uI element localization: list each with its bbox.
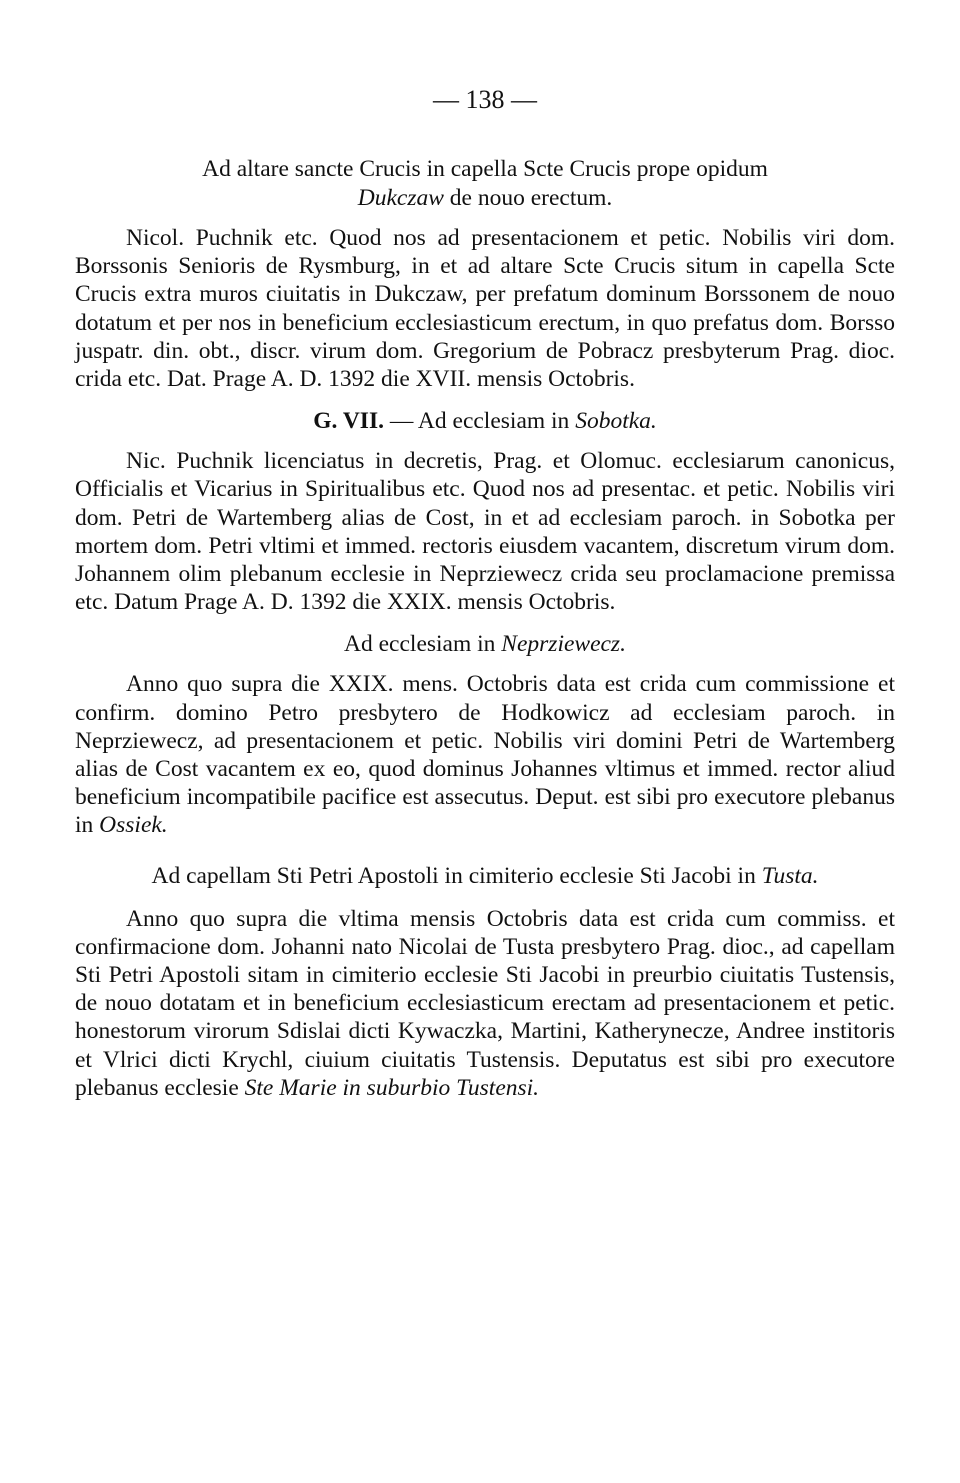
- heading-text: — Ad ecclesiam in: [389, 408, 570, 435]
- document-page: [75, 85, 895, 1102]
- section-body: Nic. Puchnik licenciatus in decretis, Prag. et Olomuc. ecclesiarum canonicus, Officialis et Vicarius in Spiritualibus etc. Quod nos ad presentac. et petic. Nobilis viri dom. Petri de Wartemberg alias de Cost, in et ad ecclesiam paroch. in Sobotka per mortem dom. Petri vltimi et immed. rectoris eiusdem vacantem, discretum virum dom. Johannem olim plebanum ecclesie in Neprziewecz crida seu proclamacione premissa etc. Datum Prage A. D. 1392 die XXIX. mensis Octobris.: [75, 448, 895, 616]
- section-body: [75, 670, 895, 839]
- section-body: Nicol. Puchnik etc. Quod nos ad presentacionem et petic. Nobilis viri dom. Borssonis Senioris de Rysmburg, in et ad altare Scte Crucis situm in capella Scte Crucis extra muros ciuitatis in Dukczaw, per prefatum dominum Borssonem de nouo dotatum et per nos in beneficium ecclesiasticum erectum, in quo prefatus dom. Borsso juspatr. din. obt., discr. virum dom. Gregorium de Pobracz presbyterum Prag. dioc. crida etc. Dat. Prage A. D. 1392 die XVII. mensis Octobris.: [75, 225, 895, 393]
- section-heading: [75, 407, 895, 436]
- section-body: [75, 905, 895, 1102]
- section-heading: [75, 862, 895, 891]
- section-label: G. VII.: [313, 408, 384, 435]
- section-heading: [75, 630, 895, 659]
- section-heading: [75, 155, 895, 213]
- section-neprziewecz: [75, 630, 895, 839]
- heading-place: Neprziewecz.: [501, 631, 626, 658]
- body-text: Anno quo supra die vltima mensis Octobris data est crida cum commiss. et confirmacione dom. Johanni nato Nicolai de Tusta presbytero Prag. dioc., ad capellam Sti Petri Apostoli sitam in cimiterio ecclesie Sti Jacobi in preurbio ciuitatis Tustensis, de nouo dotatam et in beneficium ecclesiasticum erectam ad presentacionem et petic. honestorum virorum Sdislai dicti Kywaczka, Martini, Katherynecze, Andree institoris et Vlrici dicti Krychl, ciuium ciuitatis Tustensis. Deputatus est sibi pro executore plebanus ecclesie: [75, 905, 895, 1101]
- body-italic-place: Ste Marie in suburbio Tustensi.: [244, 1074, 540, 1101]
- heading-text: Ad ecclesiam in: [344, 631, 496, 658]
- heading-text: Ad capellam Sti Petri Apostoli in cimiterio ecclesie Sti Jacobi in: [151, 862, 756, 889]
- heading-place: Dukczaw: [357, 185, 444, 211]
- body-italic-place: Ossiek.: [99, 812, 168, 839]
- heading-place: Tusta.: [761, 862, 819, 889]
- section-tusta: [75, 862, 895, 1102]
- heading-text: de nouo erectum.: [449, 185, 613, 211]
- body-text: Anno quo supra die XXIX. mens. Octobris data est crida cum commissione et confirm. domino Petro presbytero de Hodkowicz ad ecclesiam paroch. in Neprziewecz, ad presentacionem et petic. Nobilis viri domini Petri de Wartemberg alias de Cost vacantem ex eo, quod dominus Johannes vltimus et immed. rector aliud beneficium incompatibile pacifice est assecutus. Deput. est sibi pro executore plebanus in: [75, 671, 895, 839]
- section-dukczaw: [75, 155, 895, 393]
- heading-text: Ad altare sancte Crucis in capella Scte Crucis prope opidum: [202, 156, 768, 182]
- heading-place: Sobotka.: [575, 408, 657, 435]
- page-number: — 138 —: [433, 85, 537, 114]
- section-sobotka: [75, 407, 895, 616]
